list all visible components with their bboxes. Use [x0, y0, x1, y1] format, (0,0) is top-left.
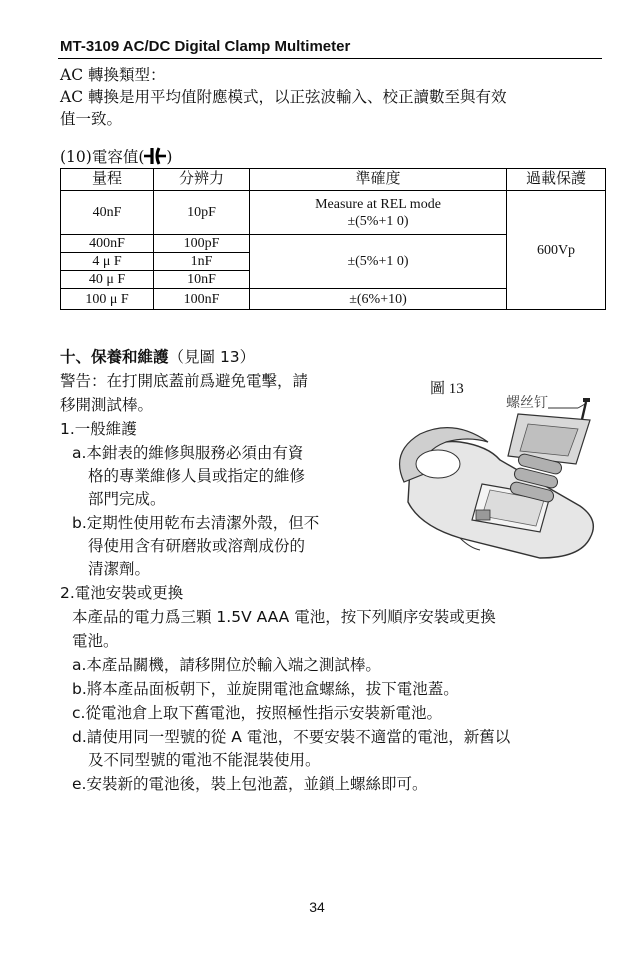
table-header-row: [61, 169, 606, 191]
battery-step-b: b.將本產品面板朝下，並旋開電池盒螺絲，拔下電池蓋。: [72, 680, 459, 698]
battery-step-d-line2: 及不同型號的電池不能混裝使用。: [88, 751, 321, 769]
maintenance-heading: [60, 346, 255, 368]
battery-intro-line2: 電池。: [72, 632, 119, 650]
cell-range: 40nF: [61, 191, 154, 235]
battery-step-c: c.從電池倉上取下舊電池，按照極性指示安裝新電池。: [72, 704, 442, 722]
maintenance-heading-main: 十、保養和維護: [60, 348, 169, 366]
accuracy-rel-value: ±(5%+1 0): [347, 213, 409, 229]
ac-conversion-heading: AC 轉換類型：: [60, 66, 166, 84]
cell-resolution: 10pF: [154, 191, 250, 235]
ac-conversion-line1: AC 轉換是用平均值附應模式，以正弦波輸入、校正讀數至與有效: [60, 88, 507, 106]
cell-accuracy: [250, 191, 507, 235]
warning-line2: 移開測試棒。: [60, 396, 154, 414]
maintenance-heading-ref: （見圖 13）: [168, 348, 256, 366]
ac-conversion-line2: 值一致。: [60, 110, 123, 128]
maintenance-item-b-line3: 清潔劑。: [88, 560, 151, 578]
cell-resolution: 10nF: [154, 271, 250, 289]
battery-step-e: e.安裝新的電池後，裝上包池蓋，並鎖上螺絲即可。: [72, 775, 428, 793]
cell-overload: 600Vp: [507, 191, 606, 310]
general-maintenance-title: 1.一般維護: [60, 420, 137, 438]
maintenance-item-a-line2: 格的專業維修人員或指定的維修: [88, 467, 306, 485]
page-number: 34: [309, 899, 325, 915]
capacitance-title-suffix: ): [166, 148, 173, 166]
accuracy-rel-note: Measure at REL mode: [315, 196, 441, 212]
battery-step-a: a.本產品關機，請移開位於輸入端之測試棒。: [72, 656, 381, 674]
cell-range: 400nF: [61, 235, 154, 253]
header-rule: [58, 58, 602, 59]
capacitance-title-prefix: (10)電容值(: [60, 148, 145, 166]
header-accuracy: 準確度: [250, 169, 507, 191]
cell-range: 100 μ F: [61, 289, 154, 310]
maintenance-item-b-line2: 得使用含有研磨妝或溶劑成份的: [88, 537, 306, 555]
cell-resolution: 100nF: [154, 289, 250, 310]
battery-section-title: 2.電池安裝或更換: [60, 584, 184, 602]
battery-step-d-line1: d.請使用同一型號的從 A 電池，不要安裝不適當的電池，新舊以: [72, 728, 511, 746]
cell-resolution: 1nF: [154, 253, 250, 271]
header-range: 量程: [61, 169, 154, 191]
maintenance-item-a-line3: 部門完成。: [88, 490, 166, 508]
cell-accuracy: ±(6%+10): [250, 289, 507, 310]
maintenance-item-a-line1: a.本鉗表的維修與服務必須由有資: [72, 444, 304, 462]
cell-accuracy-merged: ±(5%+1 0): [250, 235, 507, 289]
cell-range: 40 μ F: [61, 271, 154, 289]
capacitance-spec-table: [60, 168, 606, 310]
screw-label: 螺丝钉: [506, 396, 548, 411]
header-overload: 過載保護: [507, 169, 606, 191]
header-resolution: 分辨力: [154, 169, 250, 191]
maintenance-item-b-line1: b.定期性使用乾布去清潔外殼，但不: [72, 514, 320, 532]
cell-resolution: 100pF: [154, 235, 250, 253]
doc-header: MT-3109 AC/DC Digital Clamp Multimeter: [60, 38, 351, 55]
table-row: [61, 191, 606, 235]
capacitor-icon: [144, 147, 166, 165]
clamp-meter-illustration: [390, 398, 605, 573]
battery-intro-line1: 本產品的電力爲三顆 1.5V AAA 電池，按下列順序安裝或更換: [72, 608, 496, 626]
capacitance-title: [60, 146, 172, 168]
cell-range: 4 μ F: [61, 253, 154, 271]
figure-label: 圖 13: [430, 381, 464, 397]
warning-line1: 警告：在打開底蓋前爲避免電擊，請: [60, 372, 309, 390]
